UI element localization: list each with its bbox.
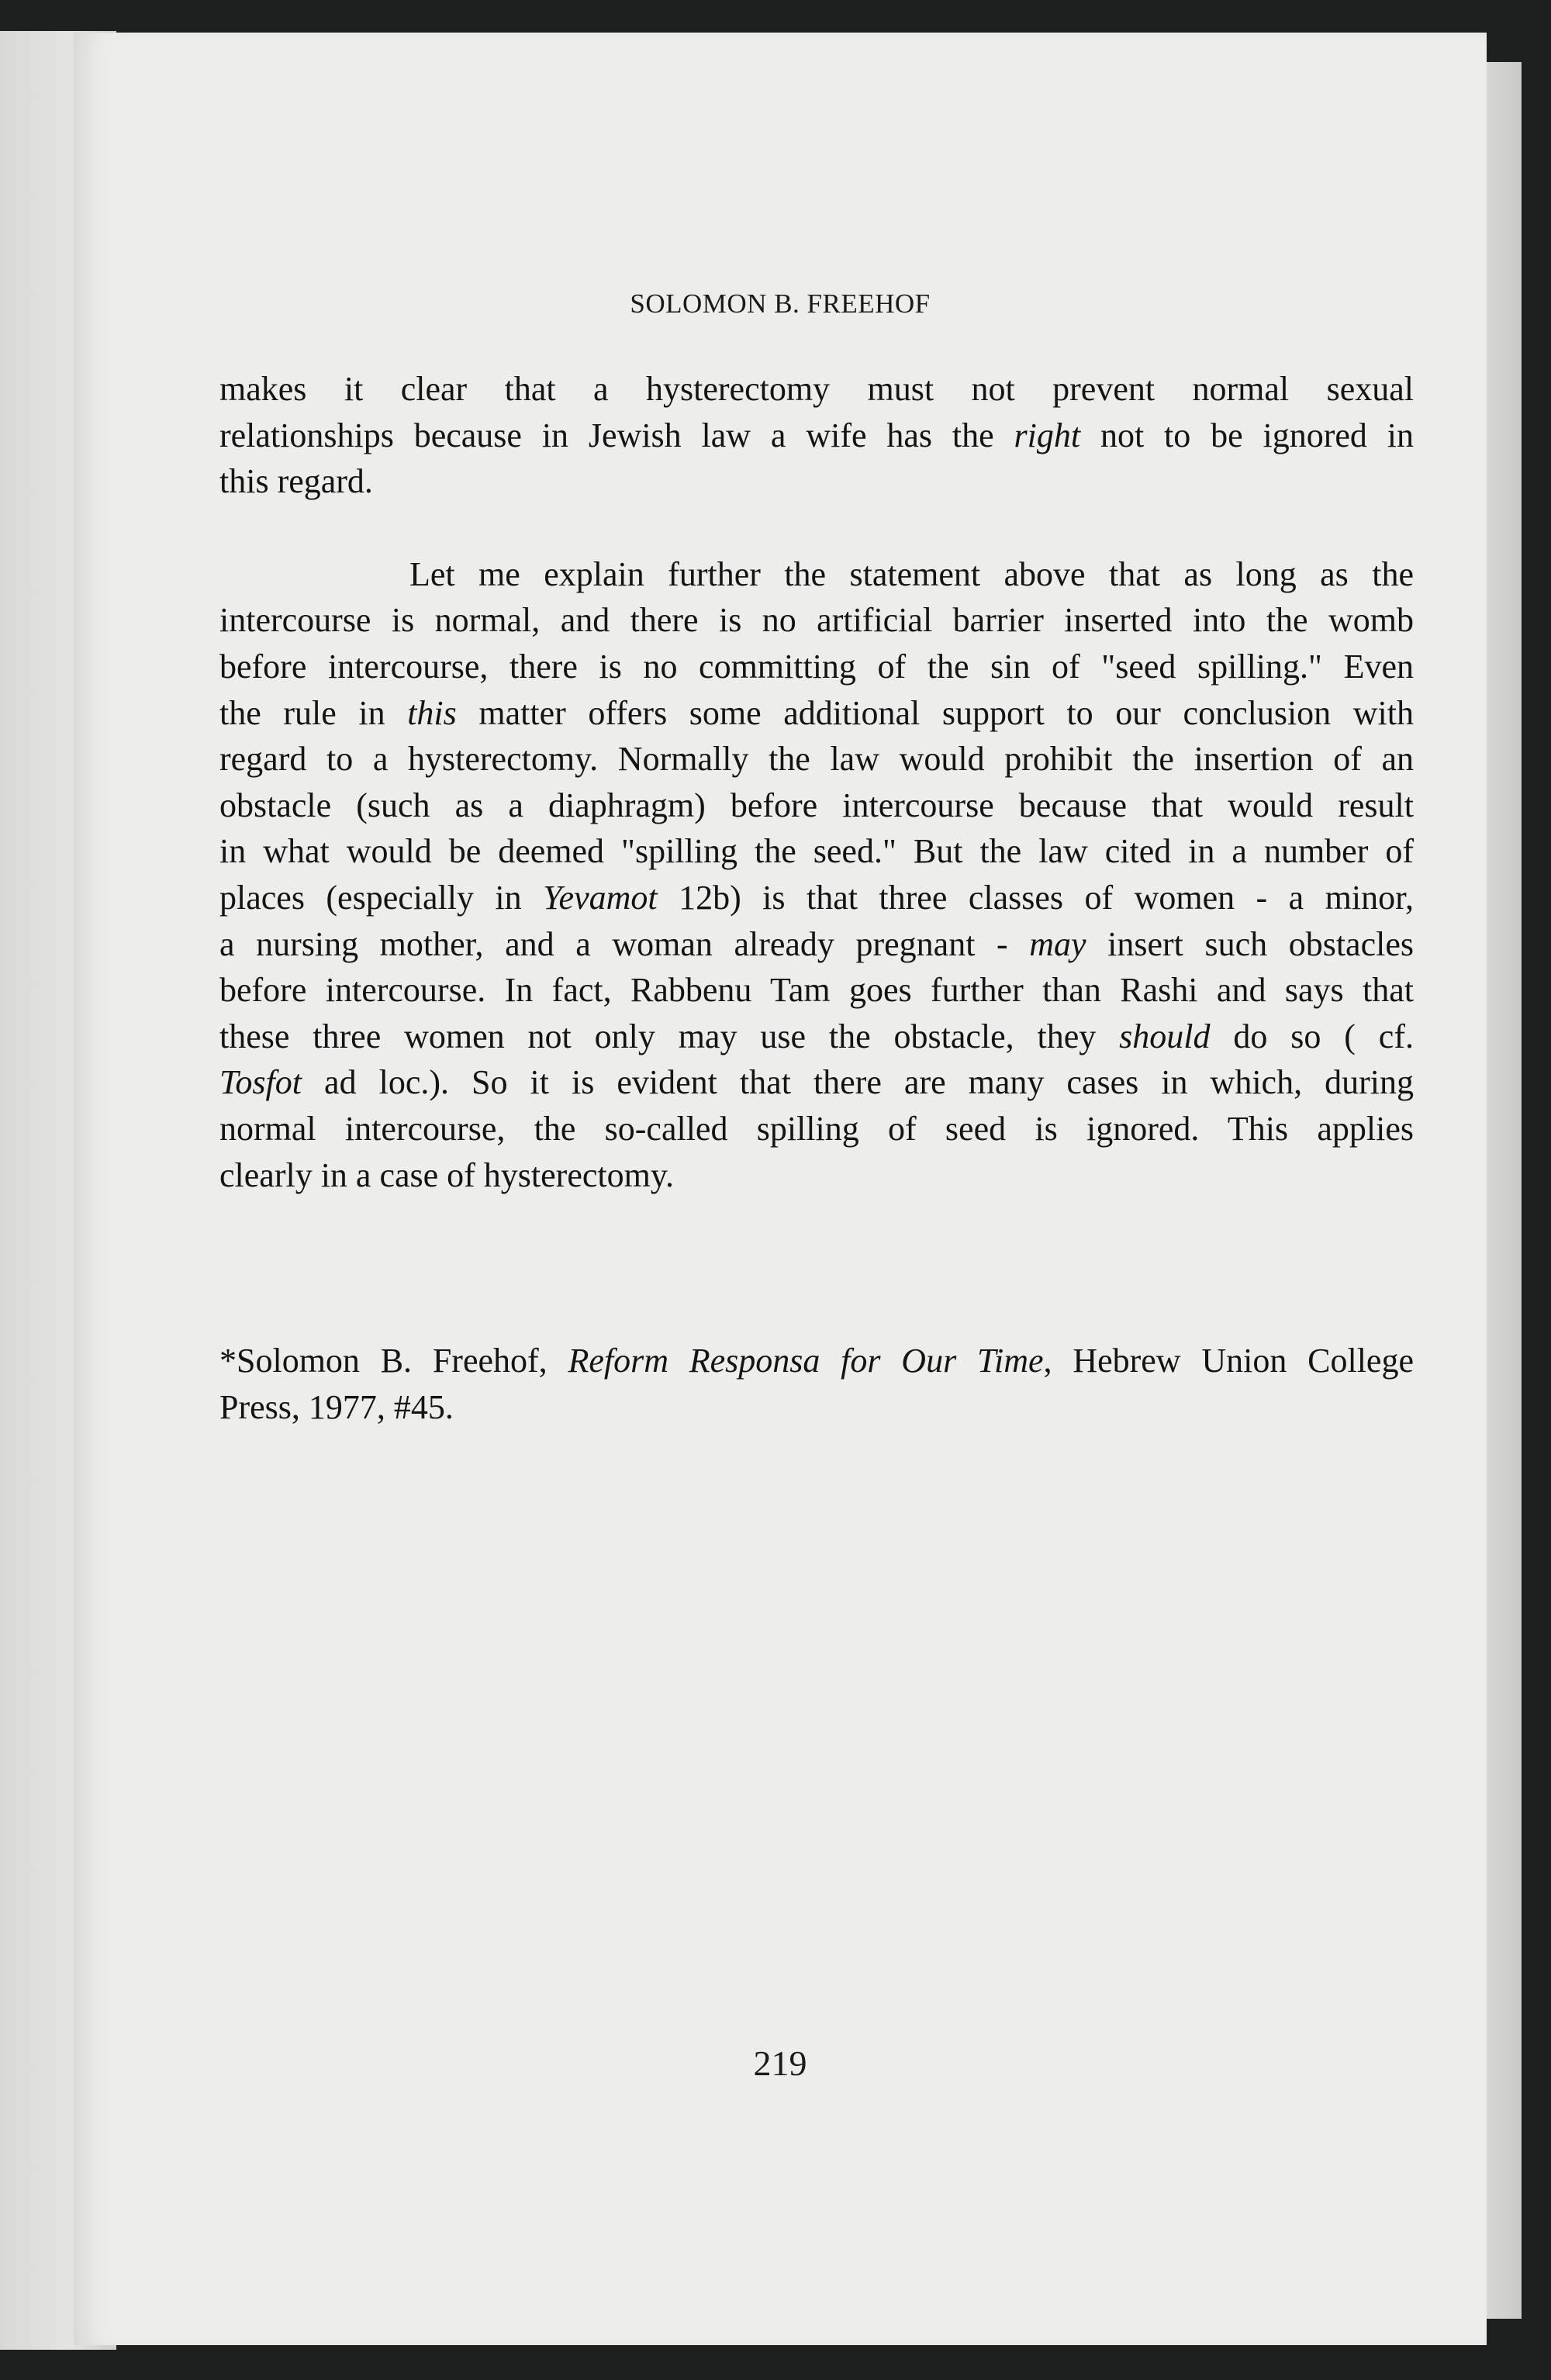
running-head: SOLOMON B. FREEHOF xyxy=(630,288,931,319)
footnote-line: Press, 1977, #45. xyxy=(219,1387,454,1426)
paragraph-1 xyxy=(219,366,1414,505)
book-page xyxy=(74,33,1487,2345)
footnote xyxy=(219,1338,1414,1430)
page-number: 219 xyxy=(753,2043,807,2083)
text-line: in what would be deemed "spilling the seed." But the law cited in a number of xyxy=(219,832,1414,871)
text-line: the rule in this matter offers some additional support to our conclusion with xyxy=(219,693,1414,732)
text-line: before intercourse, there is no committing of the sin of "seed spilling." Even xyxy=(219,647,1414,686)
book-title: Reform Responsa for Our Time xyxy=(568,1342,1044,1380)
text-line: this regard. xyxy=(219,462,373,501)
text-line: obstacle (such as a diaphragm) before intercourse because that would result xyxy=(219,786,1414,824)
text-line: a nursing mother, and a woman already pregnant - may insert such obstacles xyxy=(219,924,1414,963)
body-text xyxy=(219,366,1414,1430)
text-line: Tosfot ad loc.). So it is evident that there are many cases in which, during xyxy=(219,1063,1414,1102)
text-line: normal intercourse, the so-called spilling of seed is ignored. This applies xyxy=(219,1109,1414,1148)
italic-term: right xyxy=(1014,416,1081,454)
italic-term: Yevamot xyxy=(543,878,658,917)
paragraph-gap xyxy=(219,505,1414,551)
text-line: before intercourse. In fact, Rabbenu Tam goes further than Rashi and says that xyxy=(219,971,1414,1010)
text-line: relationships because in Jewish law a wife has the right not to be ignored in xyxy=(219,416,1414,454)
paragraph-2 xyxy=(219,551,1414,1198)
text-line: intercourse is normal, and there is no artificial barrier inserted into the womb xyxy=(219,601,1414,640)
italic-term: Tosfot xyxy=(219,1063,302,1102)
text-line: makes it clear that a hysterectomy must not prevent normal sexual xyxy=(219,370,1414,408)
text-line: these three women not only may use the obstacle, they should do so ( cf. xyxy=(219,1017,1414,1055)
italic-term: should xyxy=(1119,1017,1211,1055)
italic-term: this xyxy=(407,693,457,732)
italic-term: may xyxy=(1029,924,1086,963)
text-line: regard to a hysterectomy. Normally the law would prohibit the insertion of an xyxy=(219,740,1414,779)
footnote-line: *Solomon B. Freehof, Reform Responsa for Our Time, Hebrew Union College xyxy=(219,1342,1414,1380)
text-line: Let me explain further the statement above that as long as the xyxy=(409,554,1414,593)
footnote-gap xyxy=(219,1198,1414,1338)
text-line: clearly in a case of hysterectomy. xyxy=(219,1155,674,1194)
text-line: places (especially in Yevamot 12b) is that three classes of women - a minor, xyxy=(219,878,1414,917)
